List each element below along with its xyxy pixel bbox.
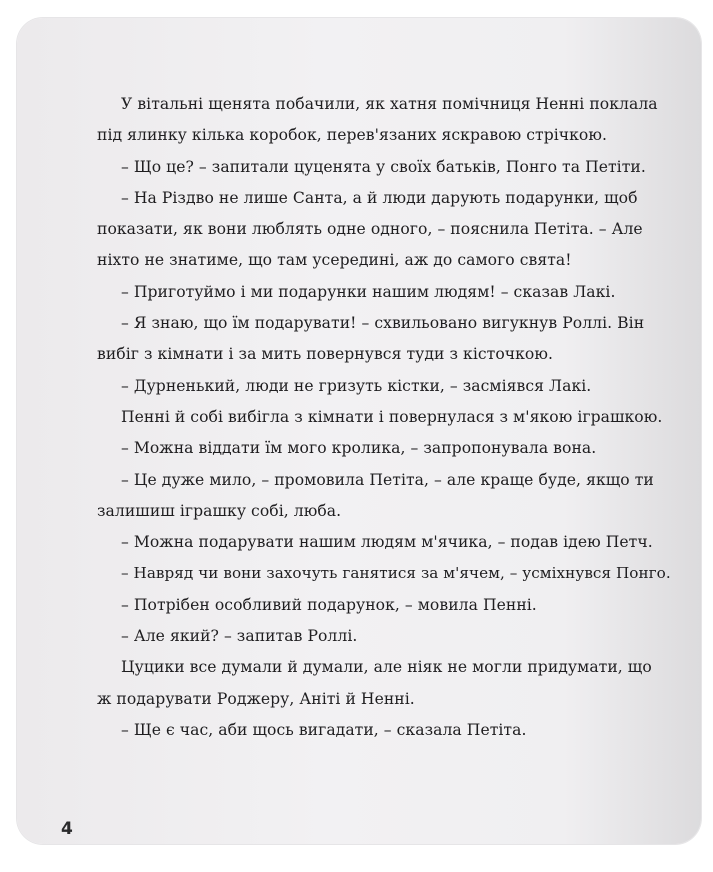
text-line: – Приготуймо і ми подарунки нашим людям! – сказав Лакі. bbox=[121, 282, 616, 301]
page-number: 4 bbox=[61, 819, 73, 839]
text-line: показати, як вони люблять одне одного, – пояснила Петіта. – Але bbox=[97, 220, 643, 239]
text-line: – Потрібен особливий подарунок, – мовила Пенні. bbox=[121, 595, 537, 614]
text-line: – Навряд чи вони захочуть ганятися за м'ячем, – усміхнувся Понго. bbox=[121, 564, 671, 583]
text-line: Цуцики все думали й думали, але ніяк не могли придумати, що bbox=[121, 658, 652, 677]
text-line: – Можна подарувати нашим людям м'ячика, – подав ідею Петч. bbox=[121, 533, 653, 552]
text-line: – Але який? – запитав Роллі. bbox=[121, 627, 358, 646]
text-line: – Що це? – запитали цуценята у своїх батьків, Понго та Петіти. bbox=[121, 157, 646, 176]
text-line: вибіг з кімнати і за мить повернувся туди з кісточкою. bbox=[97, 345, 553, 364]
text-line: ж подарувати Роджеру, Аніті й Ненні. bbox=[97, 689, 415, 708]
text-line: під ялинку кілька коробок, перев'язаних яскравою стрічкою. bbox=[97, 126, 607, 145]
text-line: – Це дуже мило, – промовила Петіта, – але краще буде, якщо ти bbox=[121, 470, 654, 489]
book-page bbox=[17, 18, 701, 844]
text-line: У вітальні щенята побачили, як хатня помічниця Ненні поклала bbox=[121, 95, 658, 113]
text-line: залишиш іграшку собі, люба. bbox=[97, 501, 342, 520]
text-line: – Можна віддати їм мого кролика, – запропонувала вона. bbox=[121, 439, 597, 458]
text-line: – Дурненький, люди не гризуть кістки, – засміявся Лакі. bbox=[121, 376, 592, 395]
text-line: – Ще є час, аби щось вигадати, – сказала Петіта. bbox=[121, 720, 527, 739]
text-line: Пенні й собі вибігла з кімнати і повернулася з м'якою іграшкою. bbox=[121, 407, 663, 426]
story-text bbox=[97, 89, 677, 746]
text-line: – Я знаю, що їм подарувати! – схвильовано вигукнув Роллі. Він bbox=[121, 314, 645, 333]
text-line: – На Різдво не лише Санта, а й люди дарують подарунки, щоб bbox=[121, 188, 638, 207]
text-line: ніхто не знатиме, що там усередині, аж до самого свята! bbox=[97, 251, 572, 270]
